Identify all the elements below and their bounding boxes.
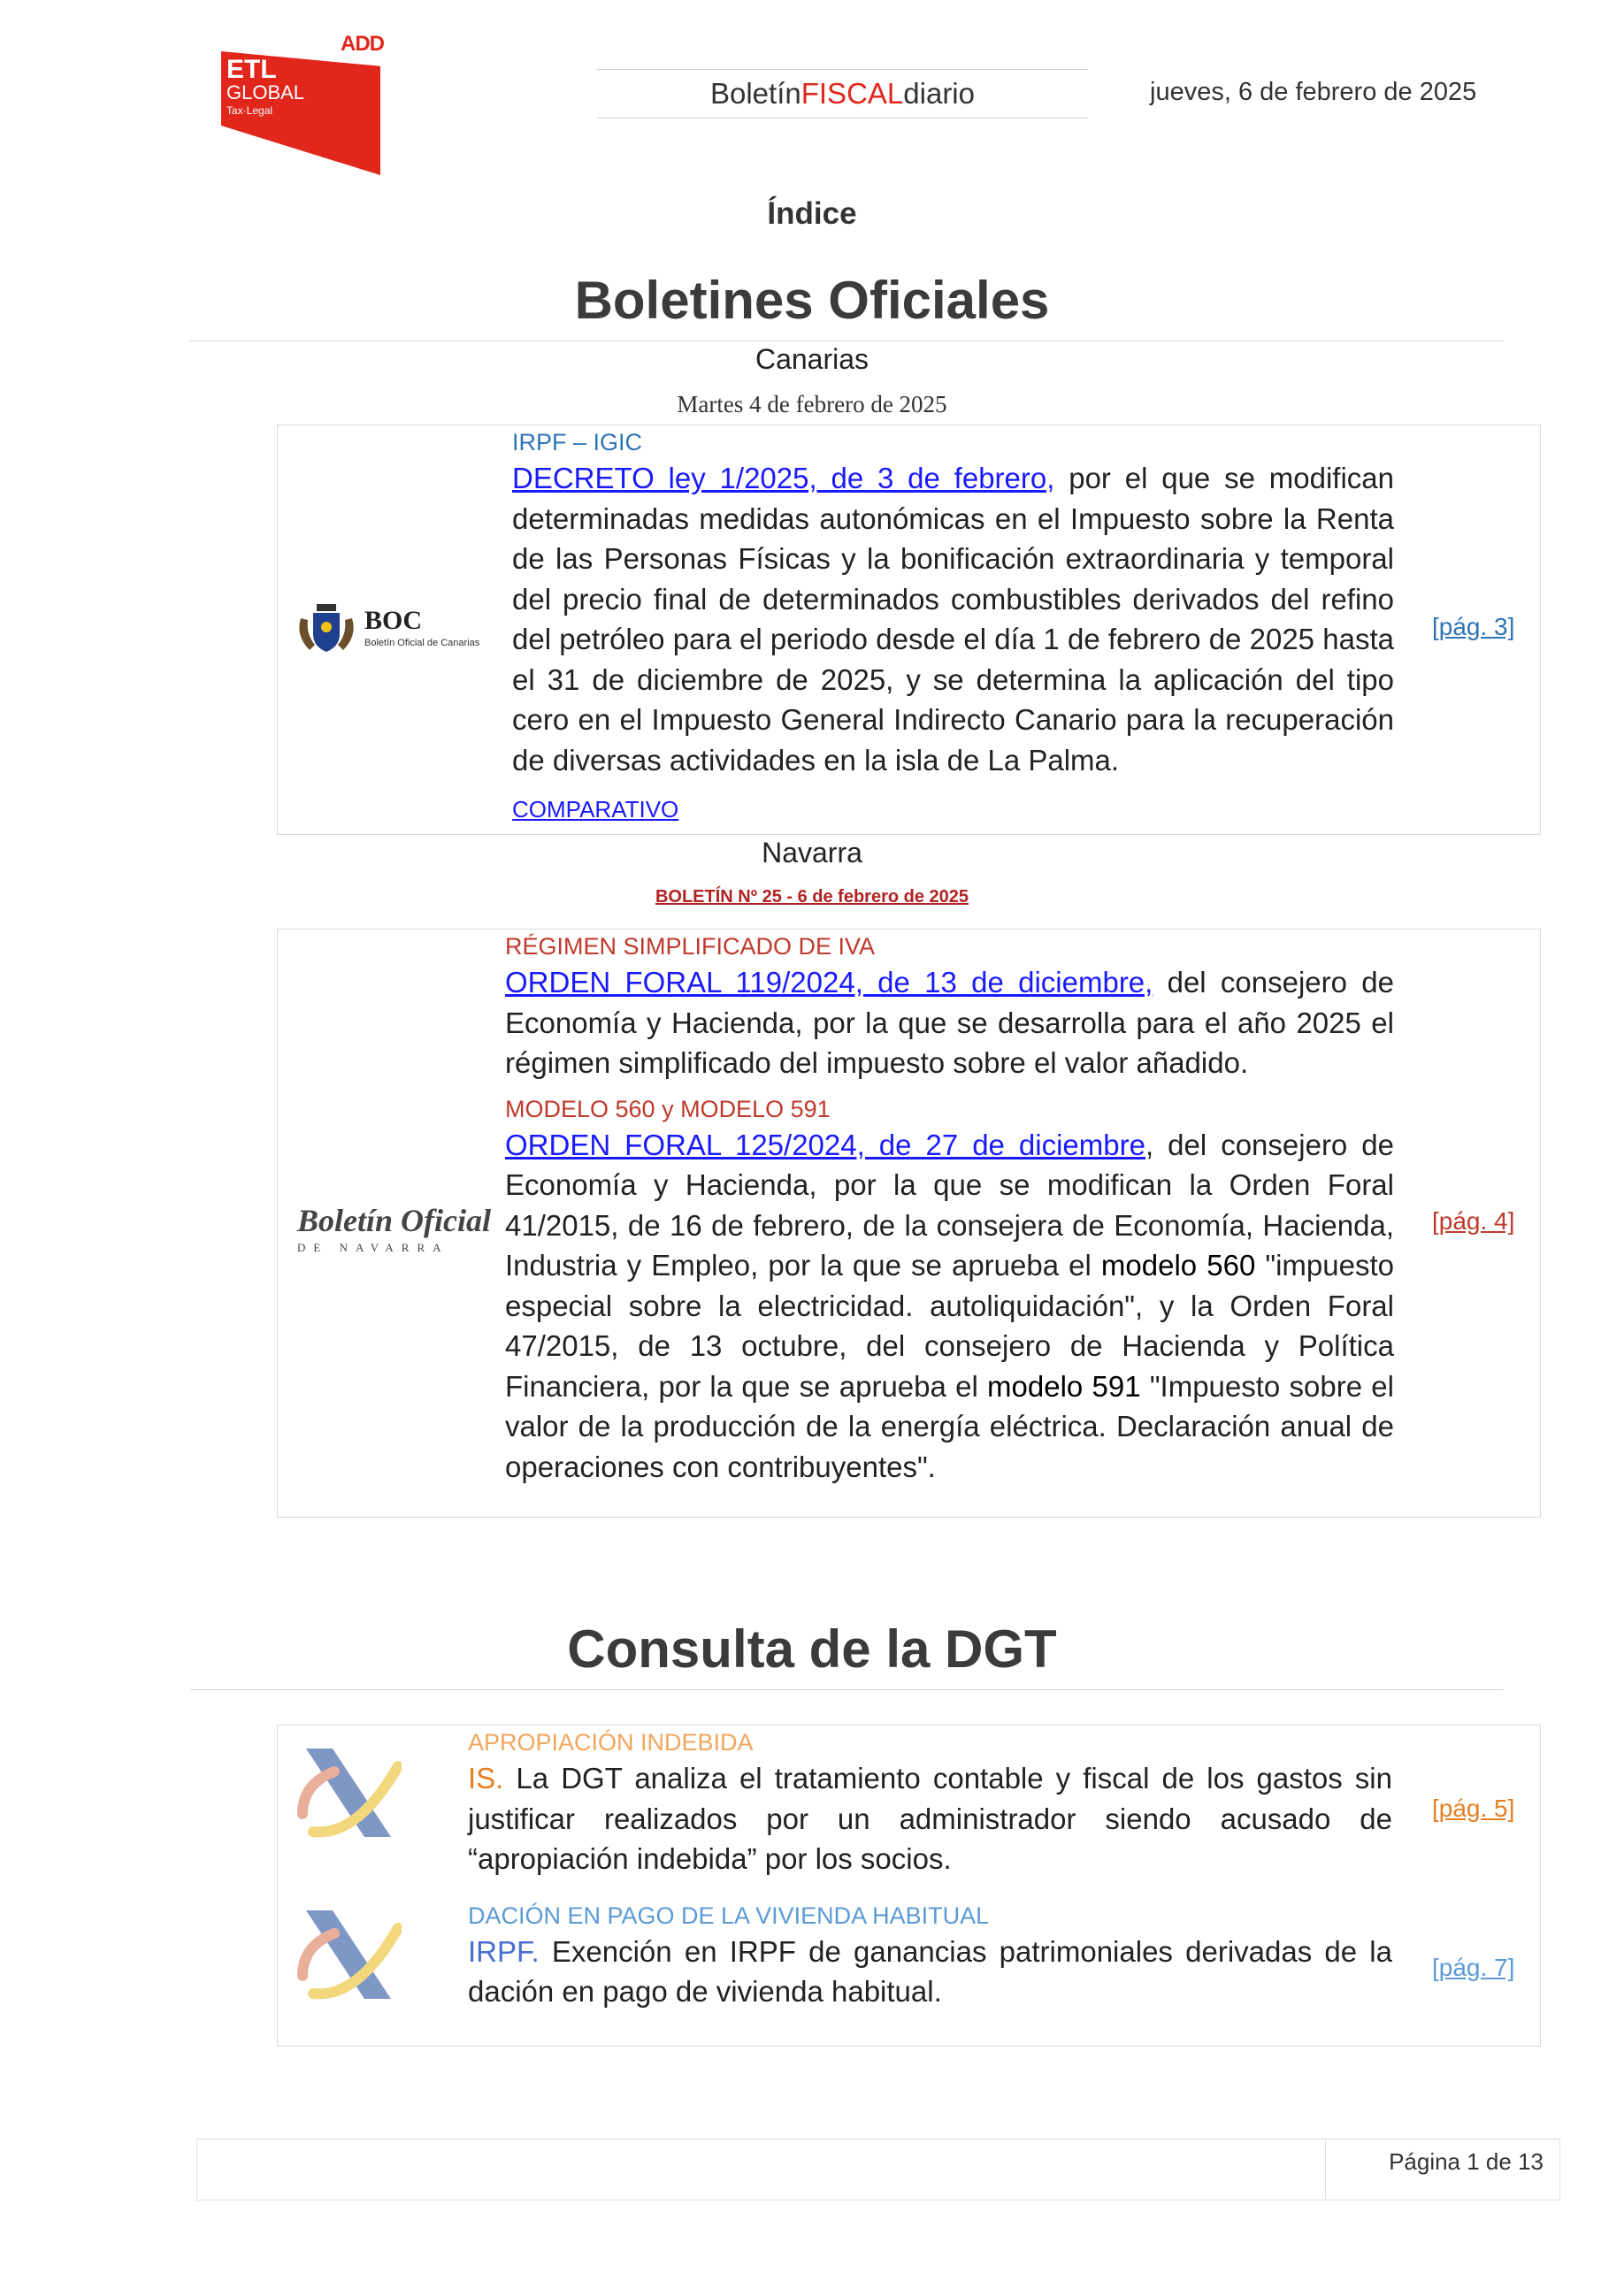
canarias-entry-text (512, 458, 1394, 780)
page-number: Página 1 de 13 (1389, 2148, 1544, 2175)
page-ref-link[interactable]: [pág. 5] (1432, 1795, 1515, 1822)
index-title: Índice (767, 196, 857, 231)
bulletin-title (597, 69, 1088, 119)
page-footer (196, 2139, 1560, 2200)
dgt-entry-content (468, 1726, 1392, 2012)
modelo-591-label: modelo 591 (987, 1369, 1141, 1403)
comparativo-link[interactable]: COMPARATIVO (512, 796, 679, 823)
dgt-item-1-description: La DGT analiza el tratamiento contable y fiscal de los gastos sin justificar realizados por un administrador siendo acusado de “apropiación indebida” por los socios. (468, 1762, 1392, 1875)
tax-lead-is: IS. (468, 1762, 504, 1795)
orden-foral-125-link[interactable]: ORDEN FORAL 125/2024, de 27 de diciembre (505, 1128, 1145, 1161)
navarra-entry-content (505, 930, 1394, 1487)
canarias-entry-box (277, 425, 1541, 835)
dgt-entry-box (277, 1725, 1541, 2047)
title-fiscal: FISCAL (801, 77, 904, 110)
dgt-item-1-text (468, 1758, 1392, 1879)
bon-logo-title: Boletín Oficial (297, 1203, 491, 1238)
modelo-560-label: modelo 560 (1100, 1249, 1256, 1282)
boc-logo-title: BOC (364, 606, 423, 635)
topic-label: APROPIACIÓN INDEBIDA (468, 1729, 754, 1756)
topic-label: RÉGIMEN SIMPLIFICADO DE IVA (505, 933, 876, 960)
orden-foral-125-description-b: "impuesto especial sobre la electricidad. autoliquidación", y la Orden Foral 47/2015, de 13 octubre, del consejero de Hacienda y Política Financiera, por la que se aprueba el (505, 1249, 1394, 1403)
title-pre: Boletín (709, 77, 801, 110)
dgt-item-2-description: Exención en IRPF de ganancias patrimoniales derivadas de la dación en pago de vivienda habitual. (468, 1934, 1392, 2008)
page-ref-link[interactable]: [pág. 3] (1432, 613, 1515, 640)
logo-add-text: ADD (341, 32, 384, 56)
title-post: diario (903, 77, 975, 110)
section-divider (190, 1689, 1504, 1690)
orden-foral-125-description-c: "Impuesto sobre el valor de la producción de la energía eléctrica. Declaración anual de operaciones con contribuyentes". (505, 1369, 1394, 1483)
section-heading-boletines: Boletines Oficiales (574, 271, 1050, 330)
page-ref-link[interactable]: [pág. 4] (1432, 1207, 1515, 1235)
region-navarra: Navarra (762, 837, 862, 869)
tax-lead-irpf: IRPF. (468, 1934, 540, 1968)
canarias-coat-of-arms-icon (295, 601, 357, 659)
orden-foral-119-description: del consejero de Economía y Hacienda, por la que se desarrolla para el año 2025 el régimen simplificado del impuesto sobre el valor añadido. (505, 966, 1394, 1079)
orden-foral-125-text (505, 1125, 1394, 1488)
footer-divider (1325, 2139, 1326, 2200)
orden-foral-119-link[interactable]: ORDEN FORAL 119/2024, de 13 de diciembre, (505, 966, 1153, 999)
boc-logo (295, 601, 499, 662)
section-heading-dgt: Consulta de la DGT (567, 1619, 1057, 1679)
page-ref-link[interactable]: [pág. 7] (1432, 1954, 1515, 1981)
orden-foral-119-text (505, 962, 1394, 1083)
bon-logo (297, 1202, 491, 1255)
logo-etl-text: ETL (226, 55, 277, 84)
topic-label: DACIÓN EN PAGO DE LA VIVIENDA HABITUAL (468, 1902, 990, 1929)
navarra-entry-box (277, 929, 1541, 1518)
canarias-entry-content (512, 425, 1394, 823)
boc-logo-subtitle: Boletín Oficial de Canarias (364, 638, 480, 648)
etl-global-logo (221, 32, 389, 147)
bon-logo-subtitle: DE NAVARRA (297, 1241, 449, 1254)
navarra-bulletin-date-link[interactable]: BOLETÍN Nº 25 - 6 de febrero de 2025 (655, 887, 969, 907)
orden-foral-125-description-a: , del consejero de Economía y Hacienda, por la que se modifican la Orden Foral 41/2015, de 16 de febrero, de la consejera de Economía, Hacienda, Industria y Empleo, por la que se aprueba el (505, 1128, 1394, 1282)
header-date: jueves, 6 de febrero de 2025 (1150, 78, 1477, 106)
aeat-logo-icon (295, 1907, 402, 2004)
decreto-ley-description: por el que se modifican determinadas medidas autonómicas en el Impuesto sobre la Renta de las Personas Físicas y la bonificación extraordinaria y temporal del precio final de determinados combustibles derivados del refino del petróleo para el periodo desde el día 1 de febrero de 2025 hasta el 31 de diciembre de 2025, y se determina la aplicación del tipo cero en el Impuesto General Indirecto Canario para la recuperación de diversas actividades en la isla de La Palma. (512, 462, 1394, 777)
logo-tax-text: Tax·Legal (226, 104, 273, 117)
logo-global-text: GLOBAL (226, 81, 305, 103)
boc-date: Martes 4 de febrero de 2025 (677, 391, 947, 417)
dgt-item-2-text (468, 1932, 1392, 2012)
region-canarias: Canarias (755, 343, 869, 375)
topic-label: IRPF – IGIC (512, 429, 643, 455)
topic-label: MODELO 560 y MODELO 591 (505, 1095, 831, 1122)
decreto-ley-link[interactable]: DECRETO ley 1/2025, de 3 de febrero, (512, 462, 1055, 494)
aeat-logo-icon (295, 1745, 402, 1842)
